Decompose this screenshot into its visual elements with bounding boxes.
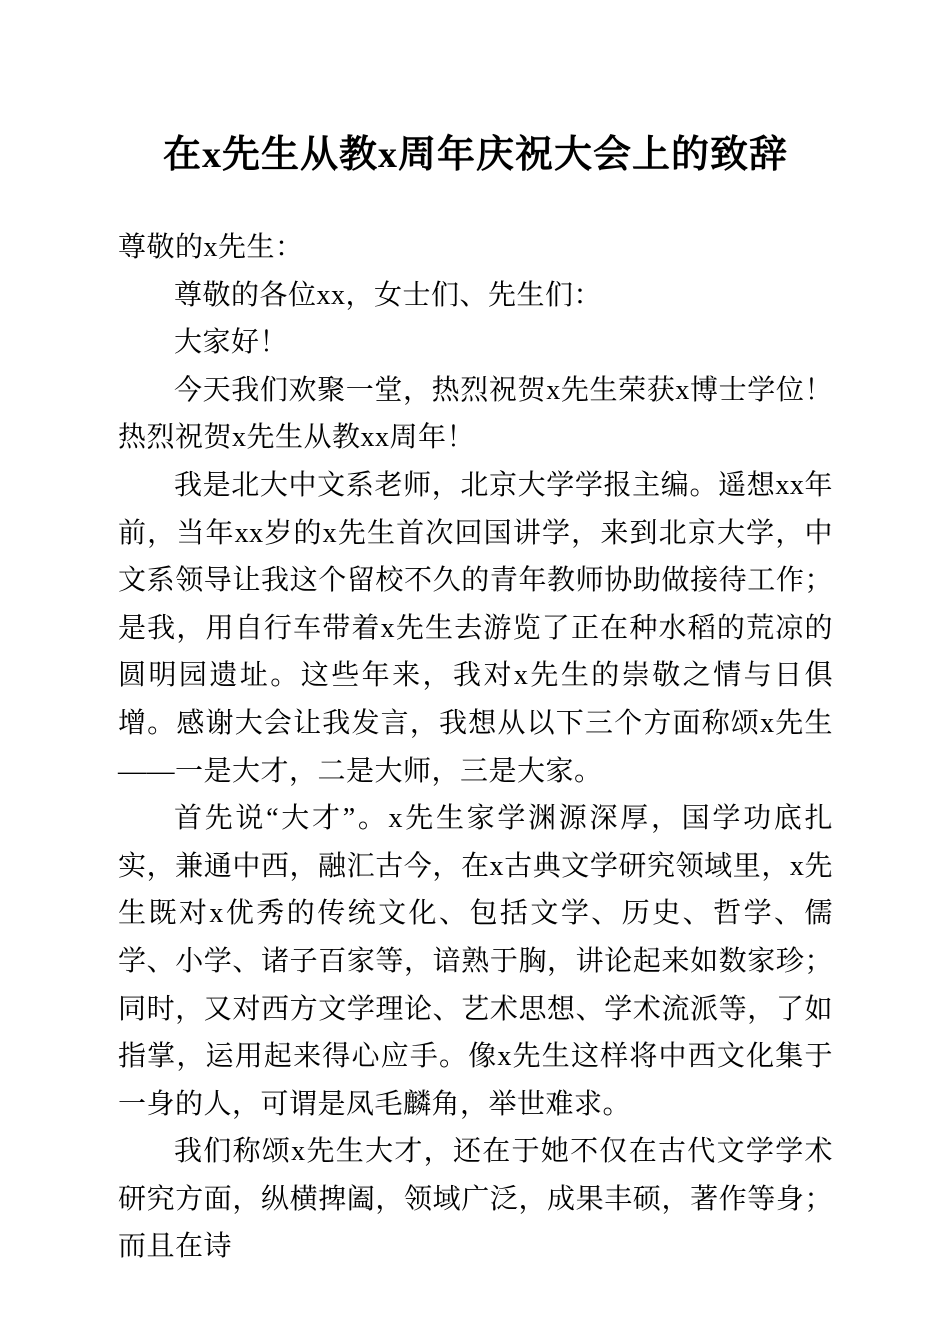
paragraph: 首先说“大才”。x先生家学渊源深厚，国学功底扎实，兼通中西，融汇古今，在x古典文学研究领域里，x先生既对x优秀的传统文化、包括文学、历史、哲学、儒学、小学、诸子百家等，谙熟于胸，讲论起来如数家珍；同时，又对西方文学理论、艺术思想、学术流派等，了如指掌，运用起来得心应手。像x先生这样将中西文化集于一身的人，可谓是凤毛麟角，举世难求。 [118,803,833,1120]
paragraph: 尊敬的各位xx，女士们、先生们： [174,279,603,311]
paragraph: 大家好！ [174,327,289,359]
paragraph: 尊敬的x先生： [118,232,304,263]
document-body [118,224,833,1271]
paragraph: 我是北大中文系老师，北京大学学报主编。遥想xx年前，当年xx岁的x先生首次回国讲学，来到北京大学，中文系领导让我这个留校不久的青年教师协助做接待工作；是我，用自行车带着x先生去游览了正在种水稻的荒凉的圆明园遗址。这些年来，我对x先生的崇敬之情与日俱增。感谢大会让我发言，我想从以下三个方面称颂x先生——一是大才，二是大师，三是大家。 [118,469,833,787]
paragraph: 我们称颂x先生大才，还在于她不仅在古代文学学术研究方面，纵横捭阖，领域广泛，成果丰硕，著作等身；而且在诗 [118,1136,833,1263]
paragraph: 今天我们欢聚一堂，热烈祝贺x先生荣获x博士学位！热烈祝贺x先生从教xx周年！ [118,374,833,454]
document-title: 在x先生从教x周年庆祝大会上的致辞 [162,134,788,176]
